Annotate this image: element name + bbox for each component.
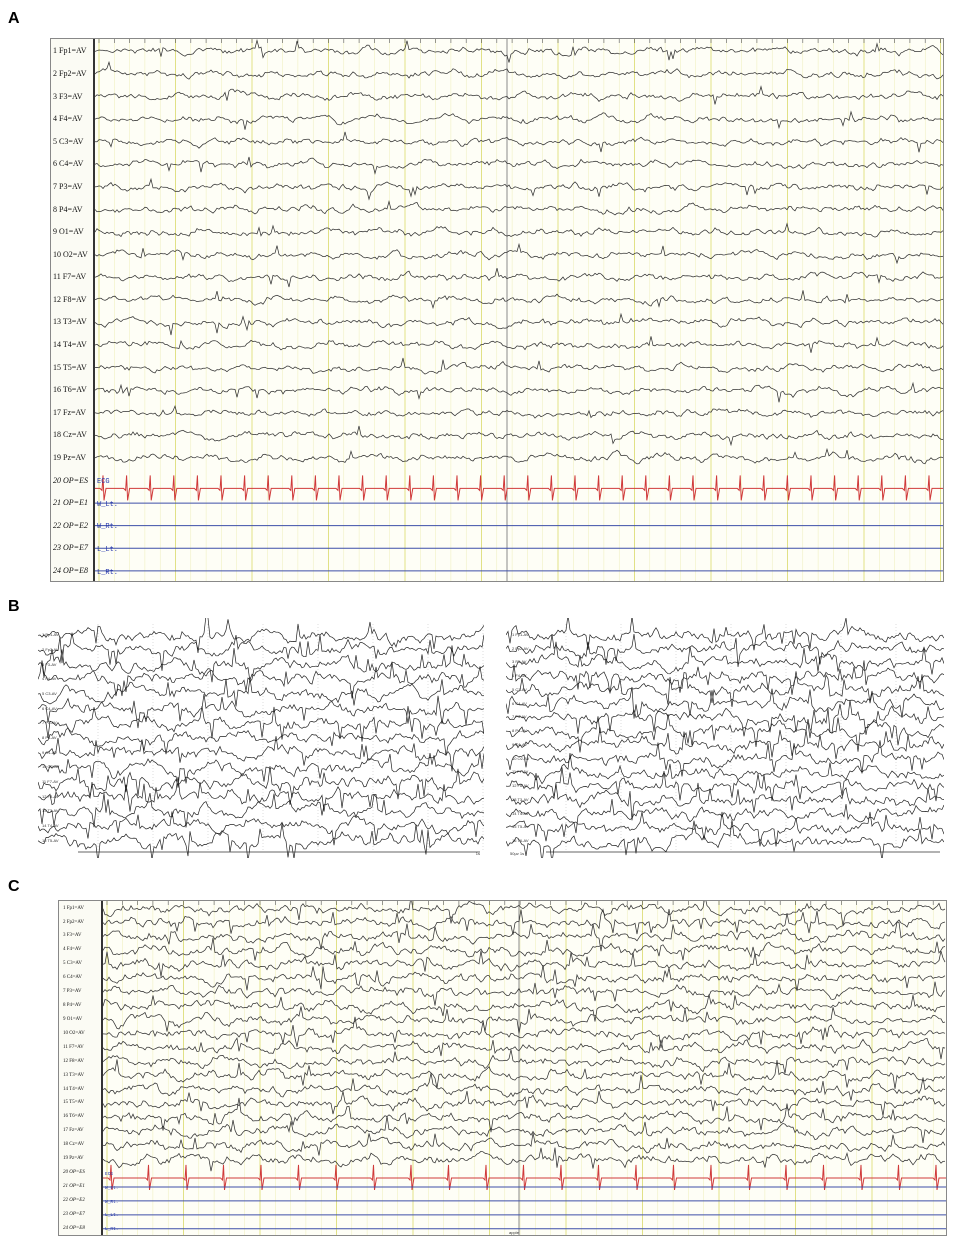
- eeg-trace: [38, 753, 484, 788]
- channel-label: 9 O1-AV: [512, 741, 528, 747]
- eeg-trace: [95, 62, 943, 79]
- channel-label: 10 O2-AV: [42, 764, 60, 770]
- aux-channel-label: ECG: [97, 478, 110, 487]
- channel-label: 10 O2=AV: [53, 249, 88, 259]
- channel-label: 2 Fp2=AV: [63, 919, 84, 925]
- channel-label: 9 O1=AV: [53, 227, 84, 237]
- channel-label: 11 F7=AV: [53, 272, 87, 282]
- channel-label: 21 OP=E1: [63, 1183, 85, 1189]
- eeg-trace: [95, 383, 943, 402]
- aux-channel-label: W_Lt.: [105, 1185, 119, 1191]
- eeg-trace: [95, 202, 943, 215]
- channel-label: 10 O2=AV: [63, 1030, 85, 1036]
- channel-label: 20 OP=ES: [53, 475, 88, 485]
- channel-label: 6 C4-AV: [42, 705, 57, 711]
- panel-b-left-footer: 1s: [475, 851, 480, 856]
- channel-label: 8 P4-AV: [512, 728, 527, 734]
- panel-a-eeg-plot: [95, 39, 943, 581]
- channel-label: 12 F8-AV: [42, 793, 59, 799]
- panel-a-eeg-frame: [50, 38, 944, 582]
- panel-b-left-scan: [38, 618, 484, 858]
- channel-label: 13 T3=AV: [63, 1072, 85, 1078]
- channel-label: 8 P4=AV: [53, 204, 83, 214]
- panel-c-eeg-plot: [103, 901, 946, 1235]
- eeg-trace: [95, 336, 943, 353]
- channel-label: 11 F7-AV: [512, 769, 529, 775]
- channel-label: 1 Fp1=AV: [63, 905, 84, 911]
- channel-label: 20 OP=ES: [63, 1170, 85, 1176]
- eeg-trace: [506, 796, 944, 833]
- channel-label: 4 F4=AV: [53, 114, 83, 124]
- panel-a-letter: A: [8, 10, 20, 27]
- channel-label: 15 T5=AV: [63, 1100, 85, 1106]
- eeg-trace: [38, 678, 484, 707]
- eeg-trace: [506, 687, 944, 719]
- eeg-trace: [38, 618, 484, 653]
- channel-label: 11 F7=AV: [63, 1044, 84, 1050]
- panel-c-eeg-frame: [58, 900, 947, 1236]
- channel-label: 21 OP=E1: [53, 498, 88, 508]
- channel-label: 14 T4-AV: [42, 823, 59, 828]
- channel-label: 2 Fp2-AV: [512, 645, 529, 651]
- ecg-trace: [95, 475, 943, 500]
- eeg-trace: [506, 631, 944, 667]
- channel-label: 18 Cz=AV: [63, 1142, 85, 1148]
- channel-label: 13 T3=AV: [53, 317, 87, 327]
- channel-label: 1 Fp1-AV: [42, 632, 59, 638]
- panel-c-footer: apple: [509, 1230, 519, 1235]
- channel-label: 6 C4-AV: [512, 700, 527, 706]
- eeg-trace: [95, 244, 943, 263]
- channel-label: 1 Fp1=AV: [53, 46, 87, 56]
- eeg-trace: [95, 290, 943, 308]
- channel-label: 4 F4=AV: [63, 947, 82, 953]
- channel-label: 11 F7-AV: [42, 779, 59, 784]
- channel-label: 16 T6=AV: [63, 1114, 85, 1120]
- eeg-trace: [95, 87, 943, 105]
- eeg-trace: [38, 736, 484, 771]
- channel-label: 14 T4-AV: [512, 810, 529, 816]
- eeg-trace: [38, 793, 484, 827]
- channel-label: 18 Cz=AV: [53, 430, 87, 440]
- eeg-trace: [95, 179, 943, 199]
- channel-label: 17 Fz=AV: [63, 1128, 84, 1134]
- aux-channel-label: W_Lt.: [97, 500, 119, 509]
- channel-label: 7 P3=AV: [53, 181, 83, 191]
- channel-label: 5 C3=AV: [63, 961, 82, 967]
- aux-channel-label: L_Rt.: [105, 1227, 119, 1233]
- channel-label: 16 T6-AV: [512, 838, 529, 844]
- eeg-trace: [38, 706, 484, 742]
- channel-label: 3 F3=AV: [53, 91, 83, 101]
- channel-label: 24 OP=E8: [63, 1225, 85, 1231]
- channel-label: 15 T5-AV: [512, 824, 529, 830]
- channel-label: 5 C3-AV: [42, 691, 57, 696]
- aux-channel-label: ECG: [105, 1171, 114, 1177]
- panel-b-left-eeg-plot: [38, 618, 484, 858]
- eeg-trace: [38, 660, 484, 698]
- aux-channel-label: L_Rt.: [97, 568, 119, 577]
- channel-label: 23 OP=E7: [53, 543, 88, 553]
- eeg-trace: [95, 40, 943, 62]
- eeg-trace: [38, 824, 484, 859]
- eeg-trace: [95, 426, 943, 445]
- channel-label: 13 T3-AV: [512, 796, 529, 802]
- eeg-trace: [38, 645, 484, 682]
- channel-label: 2 Fp2=AV: [53, 69, 87, 78]
- channel-label: 8 P4-AV: [42, 735, 57, 740]
- eeg-trace: [95, 406, 943, 418]
- channel-label: 4 F4-AV: [42, 676, 57, 682]
- channel-label: 19 Pz=AV: [63, 1156, 84, 1162]
- eeg-trace: [95, 268, 943, 287]
- channel-label: 9 O1-AV: [42, 749, 58, 755]
- channel-label: 14 T4=AV: [63, 1086, 85, 1092]
- panel-b-letter: B: [8, 598, 20, 615]
- panel-b-right-scan: [506, 618, 944, 858]
- channel-label: 7 P3-AV: [42, 720, 57, 726]
- channel-label: 10 O2-AV: [512, 755, 530, 761]
- channel-label: 22 OP=E2: [63, 1197, 85, 1203]
- aux-channel-label: L_Lt.: [105, 1213, 119, 1219]
- eeg-trace: [506, 700, 944, 738]
- channel-label: 14 T4=AV: [53, 340, 87, 349]
- eeg-trace: [95, 358, 943, 374]
- channel-label: 6 C4=AV: [53, 159, 84, 169]
- channel-label: 12 F8-AV: [512, 783, 529, 789]
- eeg-trace: [95, 224, 943, 237]
- panel-c-letter: C: [8, 878, 20, 895]
- eeg-trace: [95, 132, 943, 152]
- channel-label: 16 T6=AV: [53, 385, 87, 395]
- channel-label: 13 T3-AV: [42, 808, 59, 814]
- eeg-trace: [506, 642, 944, 675]
- channel-label: 15 T5=AV: [53, 362, 87, 372]
- aux-channel-label: W_Rt.: [97, 523, 119, 532]
- eeg-trace: [506, 812, 944, 847]
- channel-label: 4 F4-AV: [512, 673, 527, 679]
- channel-label: 7 P3=AV: [63, 989, 82, 995]
- channel-label: 7 P3-AV: [512, 714, 527, 720]
- channel-label: 5 C3=AV: [53, 136, 84, 146]
- channel-label: 23 OP=E7: [63, 1211, 85, 1217]
- channel-label: 2 Fp2-AV: [42, 647, 59, 652]
- channel-label: 8 P4=AV: [63, 1003, 82, 1009]
- eeg-trace: [506, 753, 944, 784]
- eeg-trace: [95, 112, 943, 130]
- channel-label: 12 F8=AV: [63, 1058, 84, 1064]
- eeg-trace: [38, 766, 484, 799]
- eeg-trace: [95, 314, 943, 335]
- eeg-trace: [95, 157, 943, 173]
- channel-label: 1 Fp1-AV: [512, 631, 529, 637]
- channel-label: 9 O1=AV: [63, 1016, 83, 1022]
- panel-b-right-eeg-plot: [506, 618, 944, 858]
- eeg-trace: [506, 714, 944, 752]
- eeg-trace: [95, 449, 943, 464]
- eeg-trace: [38, 811, 484, 845]
- channel-label: 6 C4=AV: [63, 975, 82, 981]
- eeg-trace: [38, 777, 484, 812]
- channel-label: 15 T5-AV: [42, 837, 59, 843]
- channel-label: 12 F8=AV: [53, 294, 87, 304]
- eeg-trace: [506, 767, 944, 801]
- channel-label: 5 C3-AV: [512, 686, 527, 692]
- channel-label: 3 F3=AV: [63, 933, 82, 939]
- aux-channel-label: L_Lt.: [97, 545, 119, 554]
- channel-label: 3 F3-AV: [512, 659, 527, 665]
- panel-b-right-footer: 50µv 1s: [510, 851, 525, 856]
- channel-label: 3 F3-AV: [42, 661, 57, 667]
- channel-label: 22 OP=E2: [53, 520, 88, 530]
- channel-label: 17 Fz=AV: [53, 407, 87, 417]
- channel-label: 24 OP=E8: [53, 565, 88, 575]
- channel-label: 19 Pz=AV: [53, 452, 87, 462]
- aux-channel-label: W_Rt.: [105, 1199, 119, 1205]
